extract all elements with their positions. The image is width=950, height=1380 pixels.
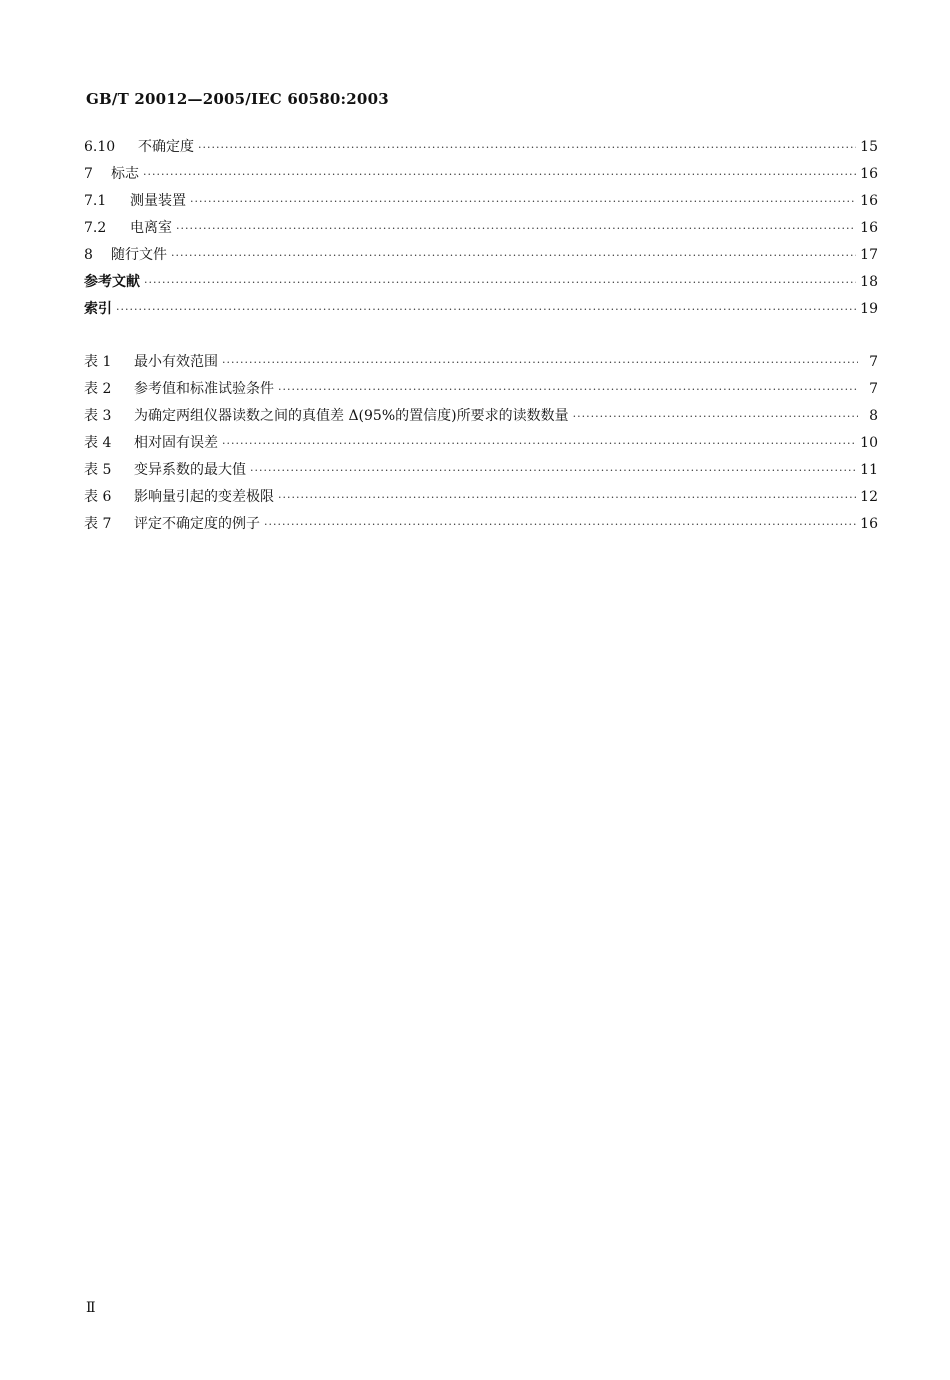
toc-entry[interactable] [84,191,878,211]
toc-entry-title: 为确定两组仪器读数之间的真值差 Δ(95%的置信度)所要求的读数数量 [134,408,569,424]
toc-entry[interactable] [84,272,878,292]
dot-leader [171,246,856,266]
toc-entry-page: 12 [860,489,878,505]
toc-entry-page: 7 [869,354,878,370]
toc-entry-title: 测量装置 [130,193,186,209]
toc-entry-page: 8 [869,408,878,424]
toc-entry-page: 16 [860,220,878,236]
toc-entry-page: 18 [860,274,878,290]
toc-entry-number: 表 7 [84,516,112,532]
toc-entry-number: 表 2 [84,381,112,397]
toc-table-entry[interactable] [84,433,878,453]
toc-entry-title: 标志 [111,166,139,182]
toc-entry-title: 参考文献 [84,274,140,290]
toc-table-entry[interactable] [84,514,878,534]
toc-entry[interactable] [84,137,878,157]
toc-entry-title: 索引 [84,301,112,317]
toc-entry-number: 6.10 [84,139,116,155]
dot-leader [143,165,856,185]
toc-entry-page: 19 [860,301,878,317]
toc-entry-number: 表 4 [84,435,112,451]
toc-entry[interactable] [84,164,878,184]
toc-entry[interactable] [84,218,878,238]
toc-table-entry[interactable] [84,379,878,399]
toc-entry-number: 7 [84,166,93,182]
dot-leader [198,138,856,158]
toc-entry-title: 随行文件 [111,247,167,263]
toc-entry-title: 变异系数的最大值 [134,462,246,478]
toc-table-entry[interactable] [84,460,878,480]
toc-entry-title: 最小有效范围 [134,354,218,370]
toc-entry-number: 7.1 [84,193,107,209]
document-header: GB/T 20012—2005/IEC 60580:2003 [86,90,389,108]
dot-leader [116,300,856,320]
toc-entry-page: 17 [860,247,878,263]
dot-leader [222,434,856,454]
toc-entry-title: 参考值和标准试验条件 [134,381,274,397]
toc-entry[interactable] [84,245,878,265]
toc-entry-page: 10 [860,435,878,451]
dot-leader [144,273,856,293]
dot-leader [264,515,856,535]
toc-entry-number: 表 6 [84,489,112,505]
toc-entry-number: 表 5 [84,462,112,478]
toc-entry-page: 16 [860,516,878,532]
toc-entry-title: 电离室 [130,220,172,236]
dot-leader [190,192,856,212]
toc-entry[interactable] [84,299,878,319]
toc-entry-title: 影响量引起的变差极限 [134,489,274,505]
toc-entry-number: 8 [84,247,93,263]
toc-table-entry[interactable] [84,406,878,426]
dot-leader [250,461,856,481]
toc-entry-title: 相对固有误差 [134,435,218,451]
toc-entry-page: 16 [860,166,878,182]
dot-leader [573,407,858,427]
dot-leader [222,353,858,373]
toc-entry-page: 15 [860,139,878,155]
dot-leader [176,219,856,239]
page-number: Ⅱ [86,1300,96,1316]
dot-leader [278,380,858,400]
toc-entry-title: 不确定度 [138,139,194,155]
toc-table-entry[interactable] [84,487,878,507]
toc-entry-number: 7.2 [84,220,107,236]
toc-entry-page: 11 [860,462,878,478]
toc-entry-title: 评定不确定度的例子 [134,516,260,532]
toc-entry-page: 16 [860,193,878,209]
dot-leader [278,488,856,508]
toc-table-entry[interactable] [84,352,878,372]
toc-entry-number: 表 3 [84,408,112,424]
toc-entry-number: 表 1 [84,354,112,370]
toc-entry-page: 7 [869,381,878,397]
